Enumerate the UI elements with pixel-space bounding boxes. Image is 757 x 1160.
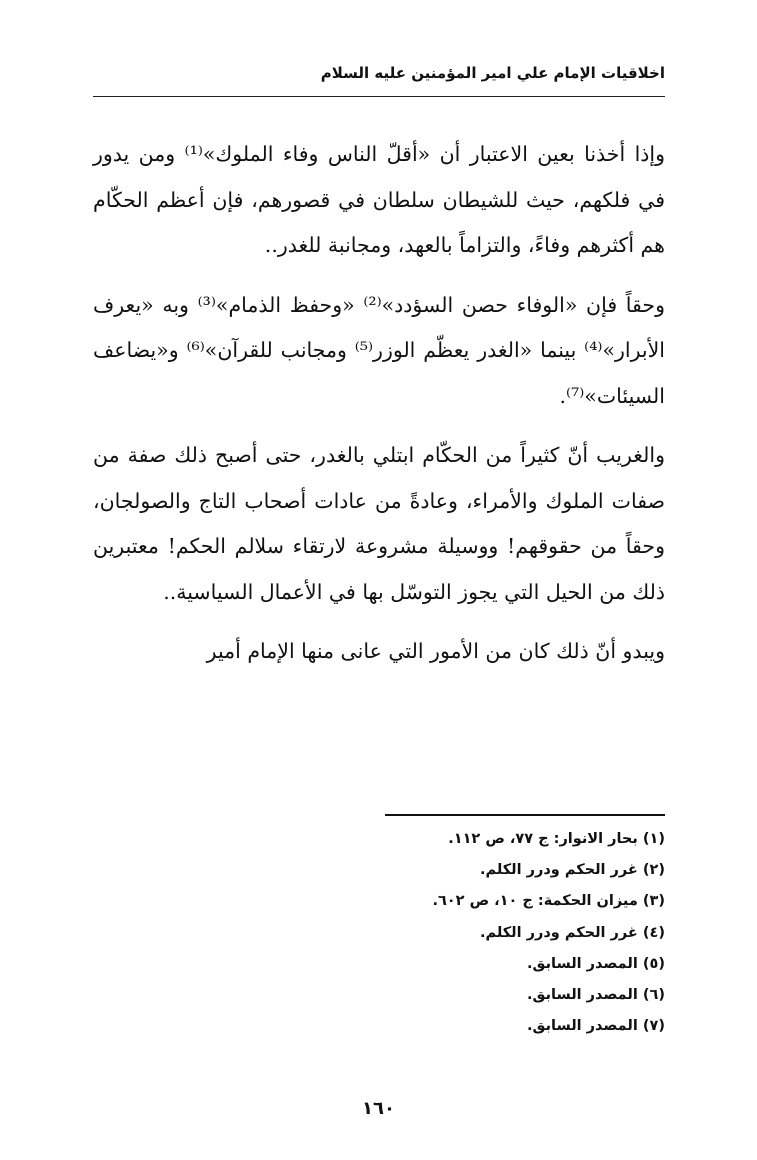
footnote: (٤) غرر الحكم ودرر الكلم. xyxy=(479,924,665,941)
footnote: (٧) المصدر السابق. xyxy=(526,1018,665,1035)
header-divider xyxy=(93,96,665,97)
footnote-divider xyxy=(385,814,665,816)
page-number: ١٦٠ xyxy=(362,1098,395,1119)
paragraph: وإذا أخذنا بعين الاعتبار أن «أقلّ الناس وفاء الملوك»⁽¹⁾ ومن يدور في فلكهم، حيث للشيطان سلطان في قصورهم، فإن أعظم الحكّام هم أكثرهم وفاءً، والتزاماً بالعهد، ومجانبة للغدر.. xyxy=(93,142,665,257)
running-header: اخلاقيات الإمام علي امير المؤمنين عليه السلام xyxy=(320,64,665,82)
paragraph: ويبدو أنّ ذلك كان من الأمور التي عانى منها الإمام أمير xyxy=(206,639,665,663)
footnote: (٦) المصدر السابق. xyxy=(526,987,665,1004)
footnotes-list xyxy=(93,824,665,1042)
paragraph: والغريب أنّ كثيراً من الحكّام ابتلي بالغدر، حتى أصبح ذلك صفة من صفات الملوك والأمراء، وعادةً من عادات أصحاب التاج والصولجان، وحقاً من حقوقهم! ووسيلة مشروعة لارتقاء سلالم الحكم! معتبرين ذلك من الحيل التي يجوز التوسّل بها في الأعمال السياسية.. xyxy=(93,443,665,604)
paragraph: وحقاً فإن «الوفاء حصن السؤدد»⁽²⁾ «وحفظ الذمام»⁽³⁾ وبه «يعرف الأبرار»⁽⁴⁾ بينما «الغدر يعظّم الوزر⁽⁵⁾ ومجانب للقرآن»⁽⁶⁾ و«يضاعف السيئات»⁽⁷⁾. xyxy=(93,292,665,408)
footnote: (١) بحار الانوار: ج ٧٧، ص ١١٢. xyxy=(448,831,665,847)
main-text xyxy=(93,132,665,675)
footnote: (٢) غرر الحكم ودرر الكلم. xyxy=(479,862,665,879)
footnote: (٣) ميزان الحكمة: ج ١٠، ص ٦٠٢. xyxy=(432,893,665,910)
footnote: (٥) المصدر السابق. xyxy=(526,955,665,972)
